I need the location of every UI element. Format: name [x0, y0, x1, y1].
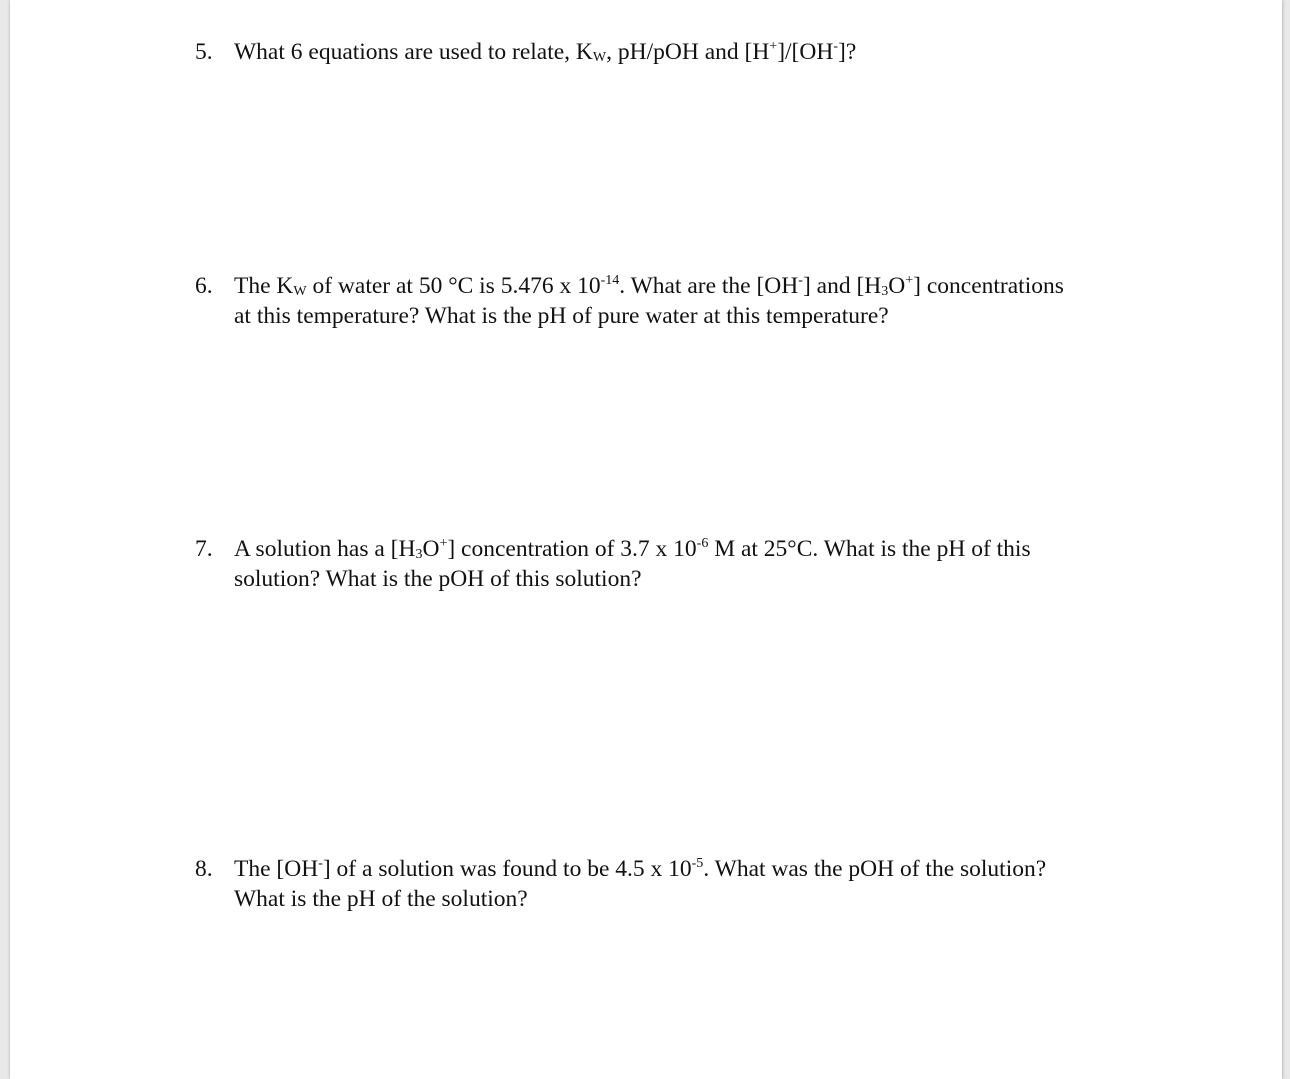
- question-line: [234, 272, 1135, 302]
- text-run: ] concentration of 3.7 x 10: [447, 536, 697, 562]
- question-line: [234, 535, 1135, 565]
- text-run: M at 25°C. What is the pH of this: [708, 536, 1031, 562]
- subscript: 3: [881, 284, 889, 299]
- question-line: [234, 38, 1135, 68]
- question-text: [234, 535, 1135, 594]
- question-number: 8.: [195, 856, 213, 882]
- question-line: [234, 855, 1135, 885]
- text-run: What is the pH of the solution?: [234, 885, 528, 912]
- superscript: -6: [696, 536, 709, 551]
- superscript: -: [833, 39, 838, 54]
- question-line: [234, 885, 1135, 915]
- superscript: +: [439, 536, 448, 551]
- text-run: solution? What is the pOH of this solution?: [234, 565, 642, 592]
- text-run: of water at 50 °C is 5.476 x 10: [306, 273, 601, 299]
- superscript: +: [769, 39, 778, 54]
- text-run: The [OH: [234, 856, 319, 882]
- question-line: [234, 302, 1135, 332]
- text-run: What 6 equations are used to relate, K: [234, 39, 593, 65]
- text-run: at this temperature? What is the pH of pure water at this temperature?: [234, 302, 889, 329]
- text-run: ]?: [838, 39, 857, 65]
- superscript: -5: [691, 856, 704, 871]
- text-run: . What was the pOH of the solution?: [703, 856, 1047, 882]
- superscript: -: [318, 856, 323, 871]
- question-text: [234, 272, 1135, 331]
- question-number: 6.: [195, 273, 213, 299]
- text-run: ] of a solution was found to be 4.5 x 10: [322, 856, 692, 882]
- superscript: -14: [600, 273, 620, 288]
- text-run: ] and [H: [802, 273, 882, 299]
- question-line: [234, 565, 1135, 595]
- text-run: O: [888, 273, 906, 299]
- superscript: -: [798, 273, 803, 288]
- document-page: [10, 0, 1282, 1079]
- question-7: [195, 535, 1135, 594]
- question-6: [195, 272, 1135, 331]
- text-run: . What are the [OH: [619, 273, 799, 299]
- text-run: ] concentrations: [913, 273, 1064, 299]
- text-run: , pH/pOH and [H: [606, 39, 770, 65]
- text-run: ]/[OH: [777, 39, 834, 65]
- question-text: [234, 38, 1135, 68]
- text-run: A solution has a [H: [234, 536, 416, 562]
- superscript: +: [905, 273, 914, 288]
- subscript: W: [592, 50, 607, 65]
- question-5: [195, 38, 1135, 68]
- subscript: 3: [415, 547, 423, 562]
- question-number: 7.: [195, 536, 213, 562]
- subscript: W: [293, 284, 307, 299]
- question-number: 5.: [195, 39, 213, 65]
- question-8: [195, 855, 1135, 914]
- text-run: O: [422, 536, 440, 562]
- text-run: The K: [234, 273, 294, 299]
- question-text: [234, 855, 1135, 914]
